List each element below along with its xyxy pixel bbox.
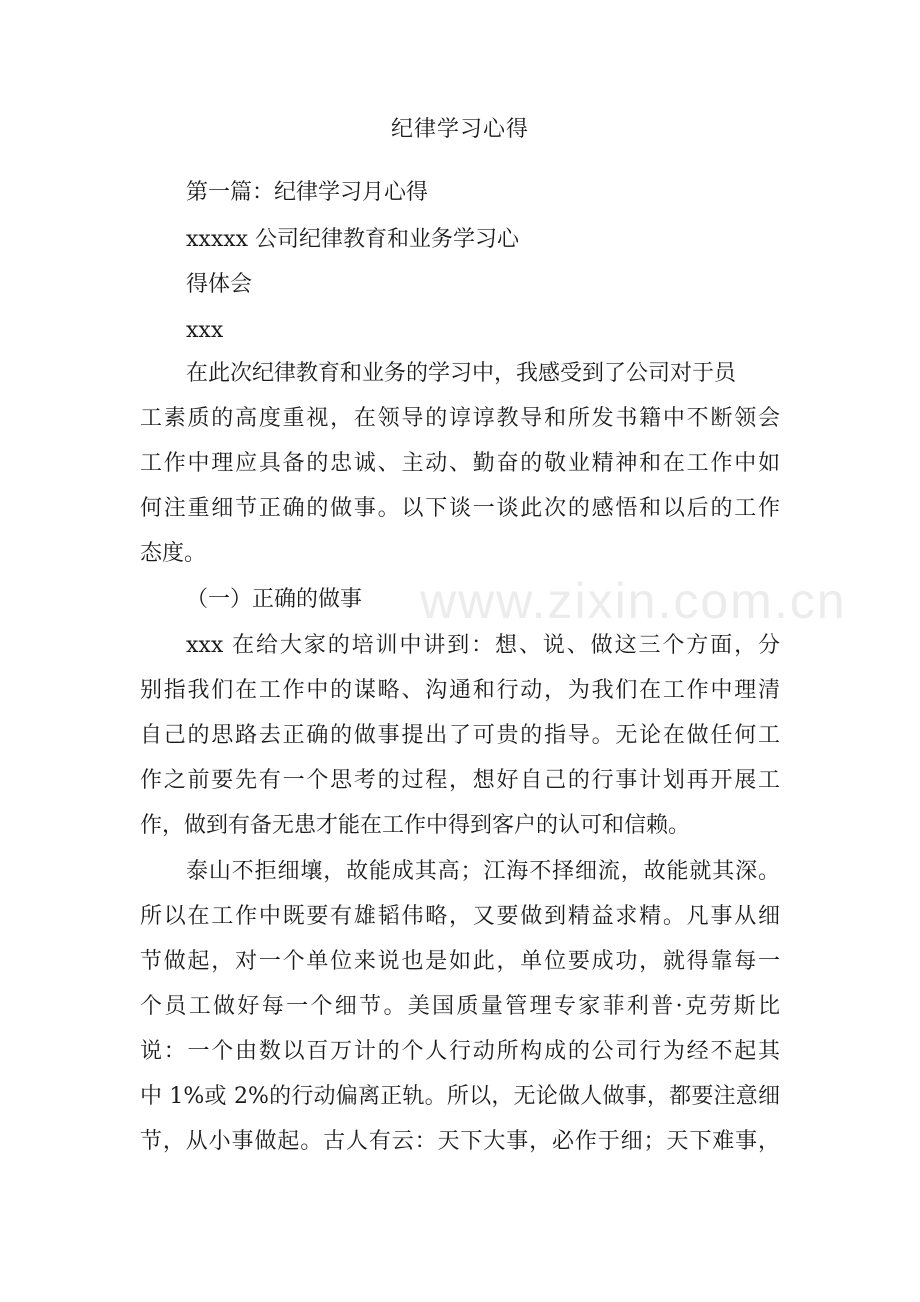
paragraph-line: 工素质的高度重视，在领导的谆谆教导和所发书籍中不断领会 — [140, 406, 780, 431]
heading-line: xxxxx 公司纪律教育和业务学习心 — [186, 227, 520, 252]
paragraph-line: 节，从小事做起。古人有云：天下大事，必作于细；天下难事， — [140, 1129, 780, 1154]
paragraph-line: 个员工做好每一个细节。美国质量管理专家菲利普·克劳斯比 — [140, 994, 780, 1019]
paragraph-line: 节做起，对一个单位来说也是如此，单位要成功，就得靠每一 — [140, 949, 780, 974]
heading-line: xxx — [186, 318, 224, 343]
paragraph-line: 作，做到有备无患才能在工作中得到客户的认可和信赖。 — [140, 813, 691, 838]
paragraph-line: 何注重细节正确的做事。以下谈一谈此次的感悟和以后的工作 — [140, 496, 780, 521]
document-title: 纪律学习心得 — [390, 117, 529, 142]
paragraph-line: 自己的思路去正确的做事提出了可贵的指导。无论在做任何工 — [140, 723, 780, 748]
paragraph-line: 态度。 — [140, 541, 207, 566]
paragraph-line: 所以在工作中既要有雄韬伟略，又要做到精益求精。凡事从细 — [140, 904, 780, 929]
watermark: www.zixin.com.cn — [420, 573, 847, 629]
paragraph-line: 作之前要先有一个思考的过程，想好自己的行事计划再开展工 — [140, 768, 780, 793]
paragraph-line: 说：一个由数以百万计的个人行动所构成的公司行为经不起其 — [140, 1039, 780, 1064]
paragraph-line: 工作中理应具备的忠诚、主动、勤奋的敬业精神和在工作中如 — [140, 451, 780, 476]
heading-line: 第一篇：纪律学习月心得 — [186, 180, 429, 205]
paragraph-line: 中 1%或 2%的行动偏离正轨。所以，无论做人做事，都要注意细 — [140, 1084, 780, 1109]
paragraph-line: 泰山不拒细壤，故能成其高；江海不择细流，故能就其深。 — [186, 859, 780, 884]
heading-line: 得体会 — [186, 272, 253, 297]
section-heading: （一）正确的做事 — [186, 587, 363, 612]
paragraph-line: xxx 在给大家的培训中讲到：想、说、做这三个方面，分 — [186, 633, 780, 658]
paragraph-line: 在此次纪律教育和业务的学习中，我感受到了公司对于员 — [186, 361, 737, 386]
paragraph-line: 别指我们在工作中的谋略、沟通和行动，为我们在工作中理清 — [140, 678, 780, 703]
